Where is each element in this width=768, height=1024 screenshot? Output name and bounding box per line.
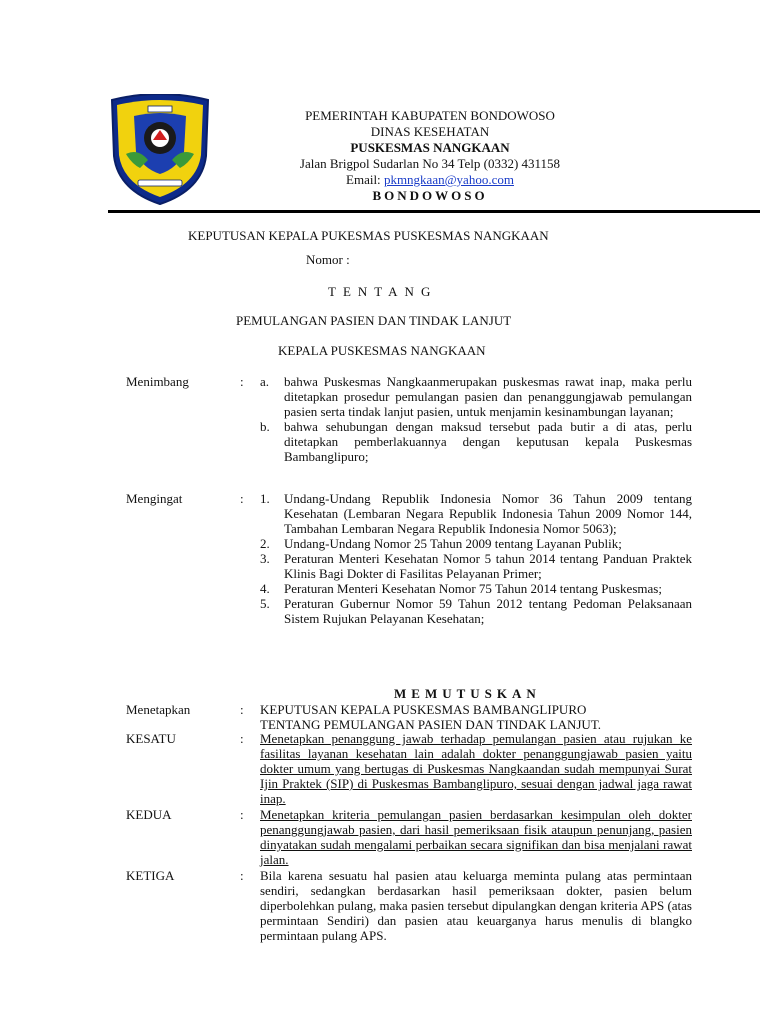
item-text: Peraturan Gubernur Nomor 59 Tahun 2012 tentang Pedoman Pelaksanaan Sistem Rujukan Pelayanan Kesehatan;	[284, 596, 692, 626]
item-text: Peraturan Menteri Kesehatan Nomor 75 Tahun 2014 tentang Puskesmas;	[284, 581, 662, 596]
bondowoso-regency-logo	[108, 94, 212, 206]
mengingat-item-3	[260, 551, 692, 581]
item-text: bahwa Puskesmas Nangkaanmerupakan puskesmas rawat inap, maka perlu ditetapkan prosedur pemulangan pasien dan penanggungjawab pemulangan pasien serta tindak lanjut pasien, untuk menjamin kesinambungan layanan;	[284, 374, 692, 419]
ketiga-colon: :	[240, 868, 244, 883]
email-label: Email:	[346, 172, 384, 187]
item-marker: b.	[260, 419, 270, 434]
item-marker: 5.	[260, 596, 270, 611]
menimbang-item-a	[260, 374, 692, 419]
memutuskan-heading: MEMUTUSKAN	[394, 686, 541, 701]
item-text: bahwa sehubungan dengan maksud tersebut pada butir a di atas, perlu ditetapkan pemberlakuannya dengan keputusan kepala Puskesmas Bambanglipuro;	[284, 419, 692, 464]
city-name: BONDOWOSO	[372, 188, 488, 203]
item-text: Undang-Undang Republik Indonesia Nomor 36 Tahun 2009 tentang Kesehatan (Lembaran Negara Republik Indonesia Tahun 2009 Nomor 144, Tambahan Lembaran Negara Republik Indonesia Nomor 5063);	[284, 491, 692, 536]
item-marker: 1.	[260, 491, 270, 506]
kedua-label: KEDUA	[126, 807, 172, 822]
ketiga-label: KETIGA	[126, 868, 175, 883]
kesatu-text: Menetapkan penanggung jawab terhadap pemulangan pasien atau rujukan ke fasilitas layanan kesehatan lain adalah dokter penanggungjawab pasien yaitu dokter umum yang bertugas di Puskesmas Nangkaandan sudah mempunyai Surat Ijin Praktek (SIP) di Puskesmas Bambanglipuro, sesuai dengan jadwal jaga rawat inap.	[260, 731, 692, 806]
head-title: KEPALA PUSKESMAS NANGKAAN	[278, 343, 486, 358]
mengingat-colon: :	[240, 491, 244, 506]
menimbang-item-b	[260, 419, 692, 464]
kesatu-colon: :	[240, 731, 244, 746]
letterhead-divider	[108, 210, 760, 213]
mengingat-label: Mengingat	[126, 491, 183, 506]
ketiga-text: Bila karena sesuatu hal pasien atau keluarga meminta pulang atas permintaan sendiri, sedangkan berdasarkan hasil pemeriksaan dokter, pasien belum diperbolehkan pulang, maka pasien tersebut dipulangkan dengan kriteria APS (atas permintaan Sendiri) dan pasien atau keuarganya harus menulis di blangko permintaan pulang APS.	[260, 868, 692, 943]
department-name: DINAS KESEHATAN	[370, 124, 490, 139]
menetapkan-line-2: TENTANG PEMULANGAN PASIEN DAN TINDAK LANJUT.	[260, 717, 602, 732]
shield-emblem-icon	[108, 94, 212, 206]
item-text: Peraturan Menteri Kesehatan Nomor 5 tahun 2014 tentang Panduan Praktek Klinis Bagi Dokter di Fasilitas Pelayanan Primer;	[284, 551, 692, 581]
kedua-colon: :	[240, 807, 244, 822]
menetapkan-label: Menetapkan	[126, 702, 191, 717]
mengingat-item-4	[260, 581, 692, 596]
address-line: Jalan Brigpol Sudarlan No 34 Telp (0332) 431158	[299, 156, 561, 171]
item-marker: 2.	[260, 536, 270, 551]
decision-number: Nomor :	[306, 252, 350, 267]
email-link[interactable]: pkmngkaan@yahoo.com	[383, 172, 514, 187]
item-marker: 3.	[260, 551, 270, 566]
tentang-heading: TENTANG	[328, 284, 438, 299]
item-marker: 4.	[260, 581, 270, 596]
menetapkan-colon: :	[240, 702, 244, 717]
decision-title: KEPUTUSAN KEPALA PUKESMAS PUSKESMAS NANGKAAN	[188, 228, 549, 243]
menetapkan-line-1: KEPUTUSAN KEPALA PUSKESMAS BAMBANGLIPURO	[260, 702, 587, 717]
email-line	[270, 172, 590, 188]
item-text: Undang-Undang Nomor 25 Tahun 2009 tentang Layanan Publik;	[284, 536, 622, 551]
kedua-text: Menetapkan kriteria pemulangan pasien berdasarkan kesimpulan oleh dokter penanggungjawab pasien, dari hasil pemeriksaan fisik ataupun penunjang, pasien dinyatakan sudah mengalami perbaikan secara signifikan dan bisa menjalani rawat jalan.	[260, 807, 692, 867]
mengingat-item-1	[260, 491, 692, 536]
item-marker: a.	[260, 374, 270, 389]
letterhead	[270, 108, 590, 204]
menimbang-label: Menimbang	[126, 374, 189, 389]
subject-title: PEMULANGAN PASIEN DAN TINDAK LANJUT	[236, 313, 512, 328]
mengingat-item-5	[260, 596, 692, 626]
puskesmas-name: PUSKESMAS NANGKAAN	[350, 140, 510, 155]
kesatu-label: KESATU	[126, 731, 176, 746]
menimbang-colon: :	[240, 374, 244, 389]
mengingat-item-2	[260, 536, 692, 551]
government-name: PEMERINTAH KABUPATEN BONDOWOSO	[305, 108, 555, 123]
